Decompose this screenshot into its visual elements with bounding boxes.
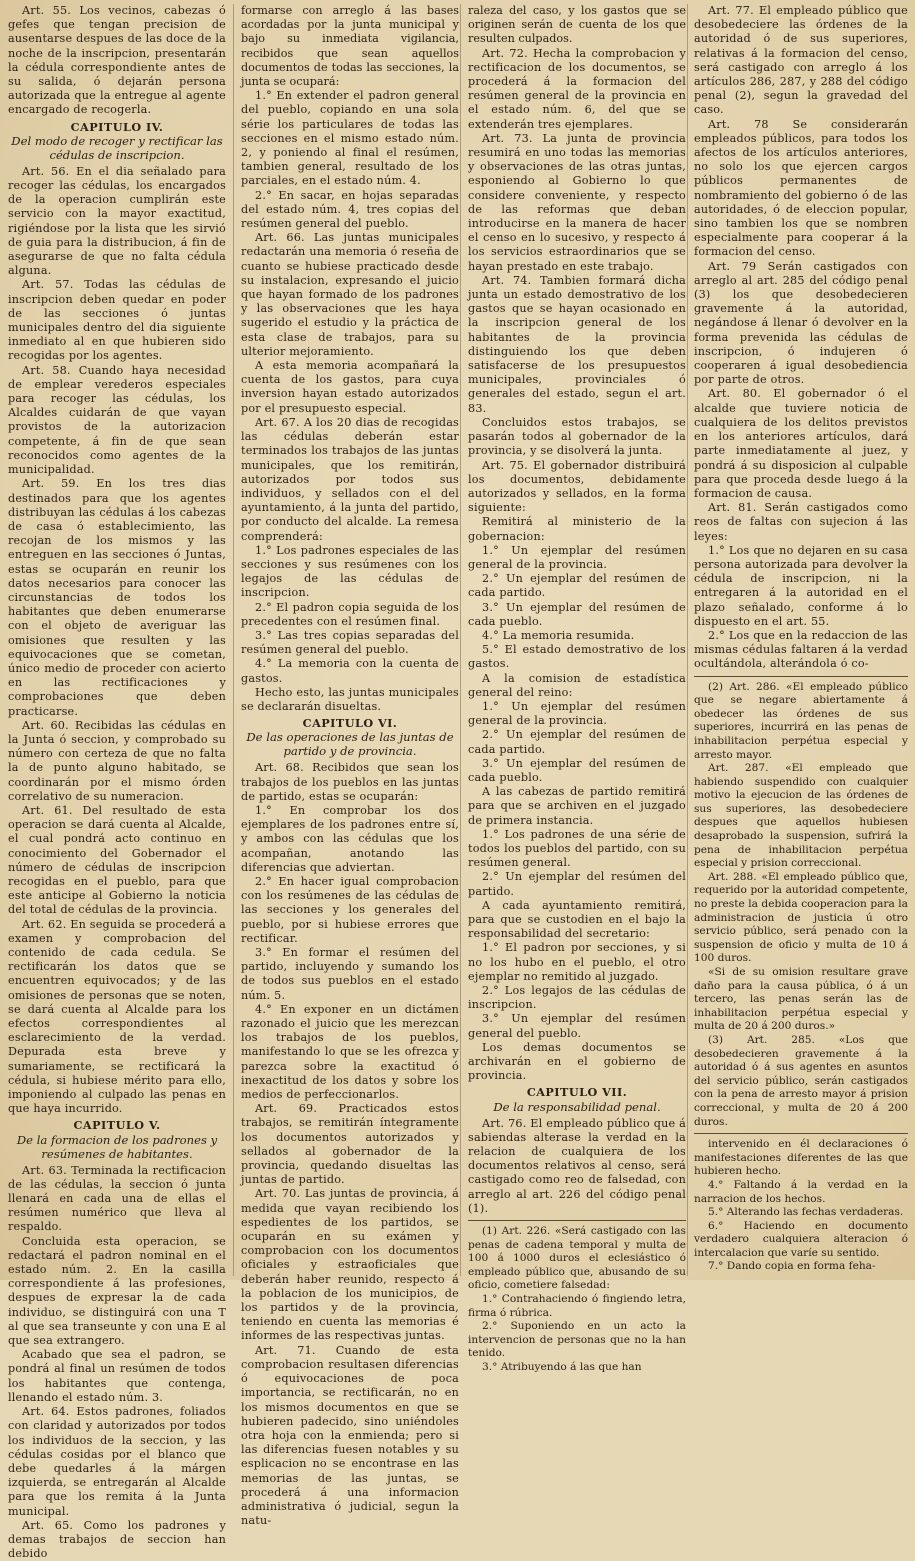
article-paragraph: Art. 78 Se considerarán empleados públicos, para todos los afectos de los artículos anteriores, no solo los que ejercen cargos públicos permanentes de nombramiento del gobierno ó de las autoridades, ó de eleccion popular, sino tambien los que se nombren especialmente para cooperar á la formacion del censo. (694, 117, 908, 259)
article-paragraph: 4.° En exponer en un dictámen razonado el juicio que les merezcan los trabajos de los pueblos, manifestando lo que se les ofrezca y parezca sobre la exactitud ó inexactitud de los datos y sobre los medios de perfeccionarlos. (241, 1002, 459, 1102)
article-paragraph: Art. 73. La junta de provincia resumirá en uno todas las memorias y observaciones de las otras juntas, esponiendo al Gobierno lo que considere conveniente, y respecto de las reformas que deban introducirse en la manera de hacer el censo en lo sucesivo, y respecto á los servicios estraordinarios que se hayan prestado en este trabajo. (468, 131, 686, 273)
footnote-paragraph: 6.° Haciendo en documento verdadero cualquiera alteracion ó intercalacion que varíe su sentido. (694, 1219, 908, 1259)
article-paragraph: 4.° La memoria con la cuenta de gastos. (241, 657, 459, 685)
article-paragraph: Art. 81. Serán castigados como reos de faltas con sujecion á las leyes: (694, 501, 908, 543)
footnote-separator (694, 676, 908, 677)
column-rule (233, 4, 234, 1276)
article-paragraph: 2.° Los que en la redaccion de las mismas cédulas faltaren á la verdad ocultándola, alterándola ó co- (694, 628, 908, 671)
chapter-heading: CAPITULO VI. (302, 716, 398, 731)
article-paragraph: Art. 58. Cuando haya necesidad de emplear verederos especiales para recoger las cédulas, los Alcaldes cuidarán de que vayan provistos de la autorizacion competente, á fin de que sean reconocidos como agentes de la municipalidad. (8, 363, 226, 477)
article-paragraph: Art. 63. Terminada la rectificacion de las cédulas, la seccion ó junta llenará en cada una de ellas el resúmen numérico que lleva al respaldo. (8, 1163, 226, 1234)
footnote-paragraph: 5.° Alterando las fechas verdaderas. (708, 1206, 904, 1219)
article-paragraph: 2.° El padron copia seguida de los precedentes con el resúmen final. (241, 600, 459, 628)
article-paragraph: Art. 79 Serán castigados con arreglo al art. 285 del código penal (3) los que desobedecieren gravemente á la autoridad, negándose á llenar ó devolver en la forma prevenida las cédulas de inscripcion, ó indujeren ó cooperaren á igual desobediencia por parte de otros. (694, 259, 908, 387)
article-paragraph: Art. 59. En los tres dias destinados para que los agentes distribuyan las cédulas á los cabezas de casa ó establecimiento, las recojan de los mismos y las entreguen en las secciones ó Juntas, estas se ocuparán en reunir los datos necesarios para conocer las circunstancias de todos los habitantes que deben enumerarse con el objeto de averiguar las omisiones que resulten y las equivocaciones que se cometan, único medio de proceder con acierto en las rectificaciones y comprobaciones que deben practicarse. (8, 477, 226, 718)
footnote-separator (468, 1220, 686, 1221)
article-paragraph: Art. 56. En el dia señalado para recoger las cédulas, los encargados de la operacion cumplirán este servicio con la mayor exactitud, rigiéndose por la lista que les sirvió de guia para la distribucion, á fin de asegurarse de que no falta cédula alguna. (8, 164, 226, 278)
article-paragraph: Art. 66. Las juntas municipales redactarán una memoria ó reseña de cuanto se hubiese practicado desde su instalacion, expresando el juicio que hayan formado de los padrones y las observaciones que les haya sugerido el estudio y la práctica de esta clase de trabajos, para su ulterior mejoramiento. (241, 231, 459, 358)
article-paragraph: raleza del caso, y los gastos que se originen serán de cuenta de los que resulten culpados. (468, 4, 686, 46)
footnote-paragraph: Art. 287. «El empleado que habiendo suspendido con cualquier motivo la ejecucion de las órdenes de sus superiores, las desobedeciere despues que aquellos hubiesen desaprobado la suspension, sufrirá la pena de inhabilitacion perpétua especial y prision correccional. (694, 762, 908, 870)
article-paragraph: Art. 62. En seguida se procederá a examen y comprobacion del contenido de cada cedula. Se rectificarán los datos que se encuentren equivocados; y de las omisiones de personas que se noten, se dará cuenta al Alcalde para los efectos correspondientes al esclarecimiento de la verdad. Depurada esta breve y sumariamente, se rectificará la cédula, si hubiese mérito para ello, imponiendo al culpado las penas en que haya incurrido. (8, 917, 226, 1116)
article-paragraph: 1.° En comprobar los dos ejemplares de los padrones entre sí, y ambos con las cédulas que los acompañan, anotando las diferencias que adviertan. (241, 803, 459, 874)
article-paragraph: 1.° Los padrones de una série de todos los pueblos del partido, con su resúmen general. (468, 827, 686, 870)
text-column-4 (694, 4, 908, 1276)
article-paragraph: 1.° Un ejemplar del resúmen general de la provincia. (468, 699, 686, 728)
footnote-paragraph: (2) Art. 286. «El empleado público que se negare abiertamente á obedecer las órdenes de sus superiores, incurrirá en las penas de inhabilitacion perpétua especial y arresto mayor. (694, 680, 908, 761)
article-paragraph: 1.° En extender el padron general del pueblo, copiando en una sola série los particulares de todas las secciones en el mismo estado núm. 2, y poniendo al final el resúmen, tambien general, resultado de los parciales, en el estado núm. 4. (241, 89, 459, 188)
article-paragraph: Art. 75. El gobernador distribuirá los documentos, debidamente autorizados y sellados, en la forma siguiente: (468, 458, 686, 515)
article-paragraph: Remitirá al ministerio de la gobernacion: (468, 515, 686, 543)
article-paragraph: A cada ayuntamiento remitirá, para que se custodien en el bajo la responsabilidad del secretario: (468, 898, 686, 941)
article-paragraph: Acabado que sea el padron, se pondrá al final un resúmen de todos los habitantes que contenga, llenando el estado núm. 3. (8, 1348, 226, 1404)
footnote-paragraph: intervenido en él declaraciones ó manifestaciones diferentes de las que hubieren hecho. (694, 1138, 908, 1178)
article-paragraph: 1.° Un ejemplar del resúmen general de la provincia. (468, 543, 686, 571)
chapter-heading: CAPITULO VII. (526, 1085, 628, 1100)
article-paragraph: 2.° Los legajos de las cédulas de inscripcion. (468, 984, 686, 1012)
footnote-paragraph: 2.° Suponiendo en un acto la intervencion de personas que no la han tenido. (468, 1320, 686, 1360)
footnote-paragraph: Art. 288. «El empleado público que, requerido por la autoridad competente, no preste la debida cooperacion para la administracion de justicia ú otro servicio público, será penado con la suspension de oficio y multa de 10 á 100 duros. (694, 870, 908, 965)
article-paragraph: Art. 57. Todas las cédulas de inscripcion deben quedar en poder de las secciones ó juntas municipales dentro del dia siguiente inmediato al en que hubieren sido recogidas por los agentes. (8, 278, 226, 363)
article-paragraph: 3.° Un ejemplar del resúmen general del pueblo. (468, 1012, 686, 1040)
article-paragraph: Art. 70. Las juntas de provincia, á medida que vayan recibiendo los espedientes de los partidos, se ocuparán en su exámen y comprobacion con los documentos oficiales y estraoficiales que deberán haber reunido, respecto á la poblacion de los municipios, de los partidos y de la provincia, teniendo en cuenta las memorias é informes de las respectivas juntas. (241, 1187, 459, 1343)
article-paragraph: Art. 67. A los 20 dias de recogidas las cédulas deberán estar terminados los trabajos de las juntas municipales, que los remitirán, autorizados por todos sus individuos, y sellados con el del ayuntamiento, á la junta del partido, por conducto del alcalde. La remesa comprenderá: (241, 415, 459, 543)
article-paragraph: Art. 77. El empleado público que desobedeciere las órdenes de la autoridad ó de sus superiores, relativas á la formacion del censo, será castigado con arreglo á los artículos 286, 287, y 288 del código penal (2), segun la gravedad del caso. (694, 4, 908, 117)
article-paragraph: 3.° Las tres copias separadas del resúmen general del pueblo. (241, 628, 459, 657)
article-paragraph: Art. 60. Recibidas las cédulas en la Junta ó seccion, y comprobado su número con certeza de que no falta la de punto alguno habitado, se coordinarán por el mismo órden correlativo de su numeracion. (8, 718, 226, 803)
column-rule (687, 4, 688, 1276)
chapter-subtitle: De las operaciones de las juntas de partido y de provincia. (246, 730, 454, 759)
article-paragraph: 2.° En sacar, en hojas separadas del estado núm. 4, tres copias del resúmen general del pueblo. (241, 188, 459, 231)
article-paragraph: Art. 76. El empleado público que á sabiendas alterase la verdad en la relacion de cualquiera de los documentos relativos al censo, será castigado como reo de falsedad, con arreglo al art. 226 del código penal (1). (468, 1116, 686, 1215)
article-paragraph: A la comision de estadística general del reino: (468, 671, 686, 699)
chapter-heading: CAPITULO IV. (70, 119, 164, 134)
article-paragraph: Concluida esta operacion, se redactará el padron nominal en el estado núm. 2. En la casilla correspondiente á las profesiones, despues de expresar la de cada individuo, se distinguirá con una T al que sea transeunte y con una E al que sea extrangero. (8, 1234, 226, 1348)
text-column-1 (8, 4, 226, 1561)
article-paragraph: 1.° Los padrones especiales de las secciones y sus resúmenes con los legajos de las cédulas de inscripcion. (241, 543, 459, 600)
footnote-paragraph: (3) Art. 285. «Los que desobedecieren gravemente á la autoridad ó á sus agentes en asuntos del servicio público, serán castigados con la pena de arresto mayor á prision correccional, y multa de 20 á 200 duros. (694, 1033, 908, 1128)
article-paragraph: Concluidos estos trabajos, se pasarán todos al gobernador de la provincia, y se disolverá la junta. (468, 415, 686, 458)
article-paragraph: Art. 74. Tambien formará dicha junta un estado demostrativo de los gastos que se hayan ocasionado en la inscripcion general de los habitantes de la provincia distinguiendo los que deben satisfacerse de los presupuestos municipales, provinciales ó generales del estado, segun el art. 83. (468, 273, 686, 415)
footnote-paragraph: «Si de su omision resultare grave daño para la causa pública, ó á un tercero, las penas serán las de inhabilitacion perpétua especial y multa de 20 á 200 duros.» (694, 966, 908, 1033)
chapter-subtitle: Del modo de recoger y rectificar las cédulas de inscripcion. (11, 133, 223, 162)
article-paragraph: 2.° Un ejemplar del resúmen de cada partido. (468, 728, 686, 756)
text-column-2 (241, 4, 459, 1528)
chapter-heading: CAPITULO V. (73, 1118, 161, 1133)
footnote-paragraph: 1.° Contrahaciendo ó fingiendo letra, firma ó rúbrica. (468, 1293, 686, 1319)
footnote-paragraph: 7.° Dando copia en forma feha- (708, 1260, 876, 1273)
article-paragraph: 2.° En hacer igual comprobacion con los resúmenes de las cédulas de las secciones y los generales del pueblo, por si hubiese errores que rectificar. (241, 874, 459, 945)
chapter-subtitle: De la formacion de los padrones y resúmenes de habitantes. (16, 1132, 218, 1161)
article-paragraph: 3.° En formar el resúmen del partido, incluyendo y sumando los de todos sus pueblos en el estado núm. 5. (241, 946, 459, 1002)
article-paragraph: 1.° Los que no dejaren en su casa persona autorizada para devolver la cédula de inscripcion, ni la entregaren á la autoridad en el plazo señalado, conforme á lo dispuesto en el art. 55. (694, 543, 908, 628)
article-paragraph: A esta memoria acompañará la cuenta de los gastos, para cuya inversion hayan estado autorizados por el presupuesto especial. (241, 359, 459, 415)
article-paragraph: Art. 64. Estos padrones, foliados con claridad y autorizados por todos los individuos de la seccion, y las cédulas cosidas por el blanco que debe quedarles á la márgen izquierda, se entregarán al Alcalde para que los remita á la Junta municipal. (8, 1405, 226, 1518)
article-paragraph: formarse con arreglo á las bases acordadas por la junta municipal y bajo su inmediata vigilancia, recibidos que sean aquellos documentos de todas las secciones, la junta se ocupará: (241, 4, 459, 89)
article-paragraph: Hecho esto, las juntas municipales se declararán disueltas. (241, 685, 459, 713)
article-paragraph: 3.° Un ejemplar del resúmen de cada pueblo. (468, 756, 686, 784)
article-paragraph: Art. 61. Del resultado de esta operacion se dará cuenta al Alcalde, el cual pondrá acto continuo en conocimiento del Gobernador el número de cédulas de inscripcion recogidas en el pueblo, para que este anticipe al Gobierno la noticia del total de cédulas de la provincia. (8, 803, 226, 917)
footnote-paragraph: 3.° Atribuyendo á las que han (482, 1361, 642, 1373)
column-rule (460, 4, 461, 1276)
article-paragraph: Art. 80. El gobernador ó el alcalde que tuviere noticia de cualquiera de los delitos previstos en los anteriores artículos, dará parte inmediatamente al juez, y pondrá á su disposicion al culpable para que proceda desde luego á la formacion de causa. (694, 387, 908, 500)
article-paragraph: Art. 72. Hecha la comprobacion y rectificacion de los documentos, se procederá á la formacion del resúmen general de la provincia en el estado núm. 6, del que se extenderán tres ejemplares. (468, 46, 686, 131)
article-paragraph: Art. 71. Cuando de esta comprobacion resultasen diferencias ó equivocaciones de poca importancia, se rectificarán, no en los mismos documentos en que se hubieren padecido, sino uniéndoles otra hoja con la enmienda; pero si las diferencias fuesen notables y su esplicacion no se encontrase en las memorias de las juntas, se procederá á una informacion administrativa ó judicial, segun la natu- (241, 1343, 459, 1528)
article-paragraph: 2.° Un ejemplar del resúmen de cada partido. (468, 572, 686, 600)
article-paragraph: 4.° La memoria resumida. (482, 628, 635, 642)
article-paragraph: Art. 55. Los vecinos, cabezas ó gefes que tengan precision de ausentarse despues de las doce de la noche de la inscripcion, presentarán la cédula correspondiente antes de su salida, ó dejarán persona autorizada que la entregue al agente encargado de recogerla. (8, 4, 226, 117)
article-paragraph: 2.° Un ejemplar del resúmen del partido. (468, 870, 686, 898)
footnote-paragraph: (1) Art. 226. «Será castigado con las penas de cadena temporal y multa de 100 á 1000 duros el eclesiástico ó empleado público que, abusando de su oficio, cometiere falsedad: (468, 1225, 686, 1292)
article-paragraph: Art. 68. Recibidos que sean los trabajos de los pueblos en las juntas de partido, estas se ocuparán: (241, 761, 459, 803)
footnote-paragraph: 4.° Faltando á la verdad en la narracion de los hechos. (694, 1178, 908, 1205)
footnote-separator (694, 1133, 908, 1134)
article-paragraph: 3.° Un ejemplar del resúmen de cada pueblo. (468, 600, 686, 628)
article-paragraph: A las cabezas de partido remitirá para que se archiven en el juzgado de primera instancia. (468, 785, 686, 827)
article-paragraph: Los demas documentos se archivarán en el gobierno de provincia. (468, 1040, 686, 1083)
article-paragraph: 5.° El estado demostrativo de los gastos. (468, 643, 686, 671)
article-paragraph: 1.° El padron por secciones, y si no los hubo en el pueblo, el otro ejemplar no remitido al juzgado. (468, 941, 686, 983)
chapter-subtitle: De la responsabilidad penal. (493, 1099, 661, 1114)
text-column-3 (468, 4, 686, 1373)
article-paragraph: Art. 69. Practicados estos trabajos, se remitirán íntegramente los documentos autorizados y sellados al gobernador de la provincia, quedando disueltas las juntas de partido. (241, 1102, 459, 1187)
article-paragraph: Art. 65. Como los padrones y demas trabajos de seccion han debido (8, 1518, 226, 1561)
